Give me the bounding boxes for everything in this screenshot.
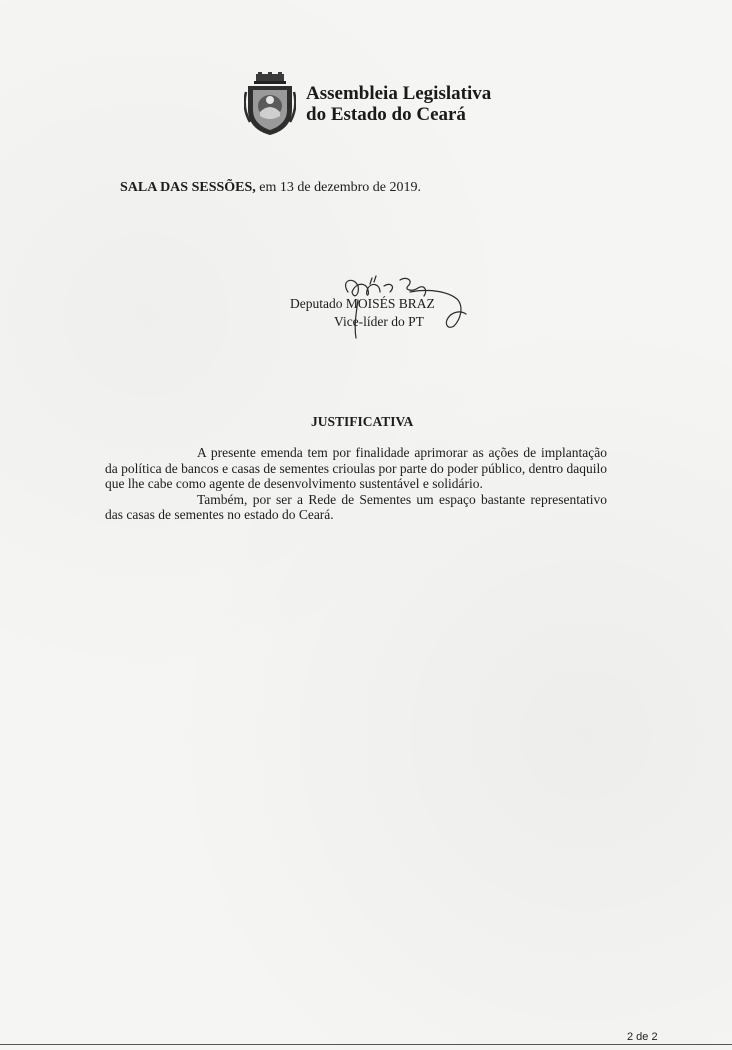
signatory-name: Deputado MOISÉS BRAZ [290, 296, 435, 311]
signatory-role: Vice-líder do PT [334, 314, 424, 329]
paragraph: Também, por ser a Rede de Sementes um espaço bastante representativo das casas de sementes no estado do Ceará. [105, 491, 607, 522]
organization-name-line1: Assembleia Legislativa [306, 83, 492, 104]
section-title: JUSTIFICATIVA [311, 414, 414, 429]
session-date: em 13 de dezembro de 2019. [255, 180, 422, 195]
signature-block [280, 270, 480, 350]
organization-name-line2: do Estado do Ceará [306, 104, 466, 125]
paragraph: A presente emenda tem por finalidade aprimorar as ações de implantação da política de bancos e casas de sementes crioulas por parte do poder público, dentro daquilo que lhe cabe como agente de desenvolvimento sustentável e solidário. [105, 445, 607, 491]
organization-name [306, 83, 491, 125]
state-crest-icon [244, 72, 296, 136]
justification-body [105, 445, 607, 523]
session-date-line [120, 180, 421, 196]
session-label: SALA DAS SESSÕES, [120, 180, 256, 195]
footer-divider [0, 1044, 732, 1045]
letterhead [244, 72, 491, 136]
page-number: 2 de 2 [627, 1031, 658, 1043]
